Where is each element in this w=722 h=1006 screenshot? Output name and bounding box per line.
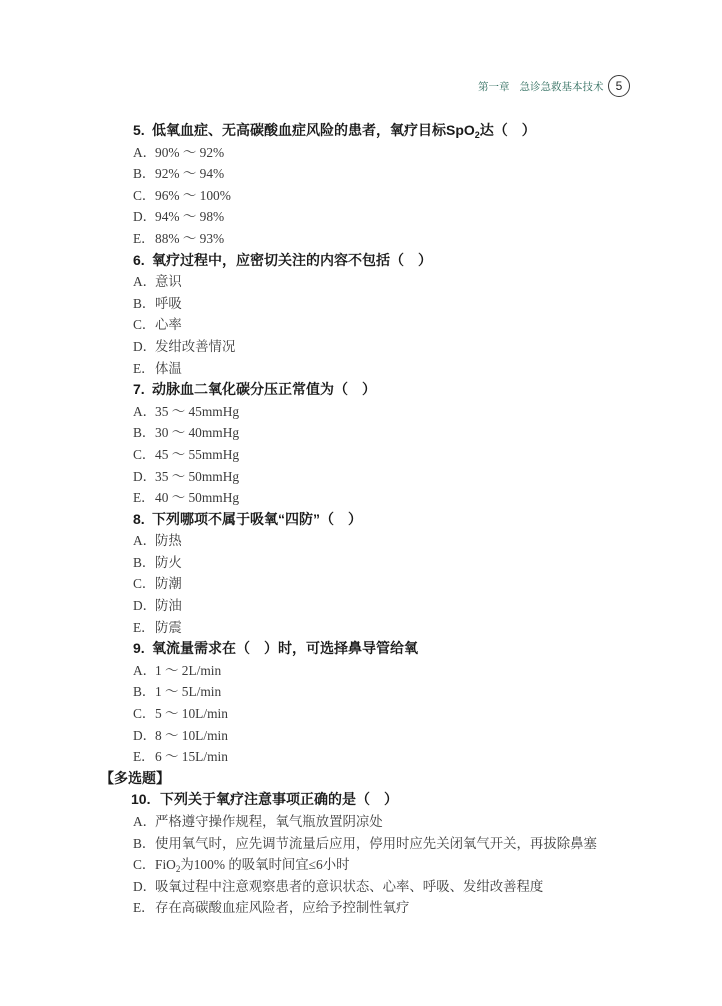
option-text: 防油 [155, 598, 182, 614]
chapter-label: 第一章 [478, 81, 510, 93]
option-letter: B． [133, 295, 156, 311]
option-text: 45 ～ 55mmHg [155, 446, 240, 462]
option-text: 防震 [155, 619, 182, 635]
option-9e [0, 746, 722, 768]
option-letter: D． [133, 338, 157, 354]
question-number: 9. [133, 640, 145, 657]
question-6 [0, 250, 722, 272]
option-text-end: 为100% 的吸氧时间宜≤6小时 [180, 857, 350, 873]
option-text: 体温 [155, 360, 182, 376]
option-text: 1 ～ 5L/min [155, 684, 222, 700]
question-9 [0, 638, 722, 660]
question-text: 氧流量需求在（ ）时，可选择鼻导管给氧 [152, 640, 418, 657]
option-6e [0, 358, 722, 380]
chapter-title: 急诊急救基本技术 [519, 81, 604, 93]
option-10c [0, 854, 722, 876]
option-5a [0, 142, 722, 164]
option-text: 心率 [155, 317, 182, 333]
option-7c [0, 444, 722, 466]
option-8e [0, 617, 722, 639]
option-letter: A． [133, 814, 157, 829]
option-letter: B． [133, 684, 156, 700]
option-text: 8 ～ 10L/min [155, 727, 228, 743]
question-5 [0, 120, 722, 142]
option-letter: E． [133, 749, 155, 765]
option-10d [0, 876, 722, 898]
option-text: 使用氧气时，应先调节流量后应用，停用时应先关闭氧气开关，再拔除鼻塞 [155, 835, 597, 851]
option-9b [0, 681, 722, 703]
question-number: 6. [133, 251, 145, 268]
question-number: 7. [133, 381, 145, 398]
option-text: 96% ～ 100% [155, 187, 231, 203]
option-letter: A． [133, 403, 157, 419]
option-letter: A． [133, 274, 157, 290]
running-header [478, 79, 604, 95]
option-7a [0, 401, 722, 423]
option-text: 88% ～ 93% [155, 230, 225, 246]
option-7d [0, 466, 722, 488]
option-text: 35 ～ 50mmHg [155, 468, 240, 484]
option-5b [0, 163, 722, 185]
option-text: 发绀改善情况 [155, 338, 236, 354]
option-letter: C． [133, 446, 156, 462]
option-text: 40 ～ 50mmHg [155, 490, 240, 506]
option-text: 5 ～ 10L/min [155, 706, 228, 722]
option-9c [0, 703, 722, 725]
option-letter: B． [133, 425, 156, 441]
question-text-end: 达（ ） [479, 122, 536, 138]
option-text: 92% ～ 94% [155, 166, 225, 182]
option-7e [0, 487, 722, 509]
question-text: 氧疗过程中，应密切关注的内容不包括（ ） [152, 251, 432, 268]
question-7 [0, 379, 722, 401]
option-letter: D． [133, 598, 157, 614]
option-letter: D． [133, 878, 157, 894]
option-8a [0, 530, 722, 552]
option-text: 吸氧过程中注意观察患者的意识状态、心率、呼吸、发绀改善程度 [155, 878, 544, 894]
option-letter: E． [133, 619, 155, 635]
option-letter: A． [133, 662, 157, 678]
page-number: 5 [608, 75, 630, 97]
option-5c [0, 185, 722, 207]
option-letter: B． [133, 835, 156, 851]
question-text: 动脉血二氧化碳分压正常值为（ ） [152, 381, 376, 398]
option-text: 35 ～ 45mmHg [155, 403, 240, 419]
question-list [0, 120, 722, 919]
option-letter: E． [133, 490, 155, 506]
option-letter: C． [133, 317, 156, 333]
option-10e [0, 897, 722, 919]
option-7b [0, 422, 722, 444]
option-6c [0, 314, 722, 336]
option-letter: A． [133, 144, 157, 160]
option-letter: D． [133, 468, 157, 484]
question-number: 8. [133, 510, 145, 527]
question-text: 低氧血症、无高碳酸血症风险的患者，氧疗目标SpO [152, 122, 475, 138]
option-text: 意识 [155, 274, 182, 290]
option-8b [0, 552, 722, 574]
option-6a [0, 271, 722, 293]
question-8 [0, 509, 722, 531]
subscript: 2 [474, 130, 480, 140]
option-letter: E． [133, 900, 155, 916]
option-text: 30 ～ 40mmHg [155, 425, 240, 441]
option-text: 呼吸 [155, 295, 182, 311]
option-text: 防热 [155, 533, 182, 549]
subscript: 2 [175, 864, 181, 875]
option-letter: D． [133, 209, 157, 225]
option-letter: C． [133, 857, 156, 873]
option-letter: B． [133, 166, 156, 182]
question-text: 下列关于氧疗注意事项正确的是（ ） [160, 791, 398, 808]
option-text: 防潮 [155, 576, 182, 592]
question-text: 下列哪项不属于吸氧“四防”（ ） [152, 510, 362, 527]
option-6d [0, 336, 722, 358]
option-letter: E． [133, 360, 155, 376]
option-9d [0, 725, 722, 747]
option-text: FiO [155, 857, 176, 873]
option-text: 存在高碳酸血症风险者，应给予控制性氧疗 [155, 900, 410, 916]
option-text: 90% ～ 92% [155, 144, 225, 160]
option-letter: C． [133, 187, 156, 203]
option-text: 严格遵守操作规程，氧气瓶放置阴凉处 [155, 814, 383, 829]
option-letter: E． [133, 230, 155, 246]
question-number: 10. [131, 791, 151, 808]
option-5d [0, 206, 722, 228]
question-10 [0, 789, 722, 811]
option-10b [0, 833, 722, 855]
option-5e [0, 228, 722, 250]
option-10a [0, 811, 722, 833]
option-8c [0, 573, 722, 595]
option-9a [0, 660, 722, 682]
question-number: 5. [133, 122, 145, 138]
option-letter: C． [133, 576, 156, 592]
option-text: 6 ～ 15L/min [155, 749, 228, 765]
option-letter: C． [133, 706, 156, 722]
option-letter: A． [133, 533, 157, 549]
section-heading-multiple-choice: 【多选题】 [100, 769, 170, 786]
option-6b [0, 293, 722, 315]
option-text: 94% ～ 98% [155, 209, 225, 225]
option-text: 防火 [155, 554, 182, 570]
option-text: 1 ～ 2L/min [155, 662, 222, 678]
option-8d [0, 595, 722, 617]
option-letter: D． [133, 727, 157, 743]
option-letter: B． [133, 554, 156, 570]
